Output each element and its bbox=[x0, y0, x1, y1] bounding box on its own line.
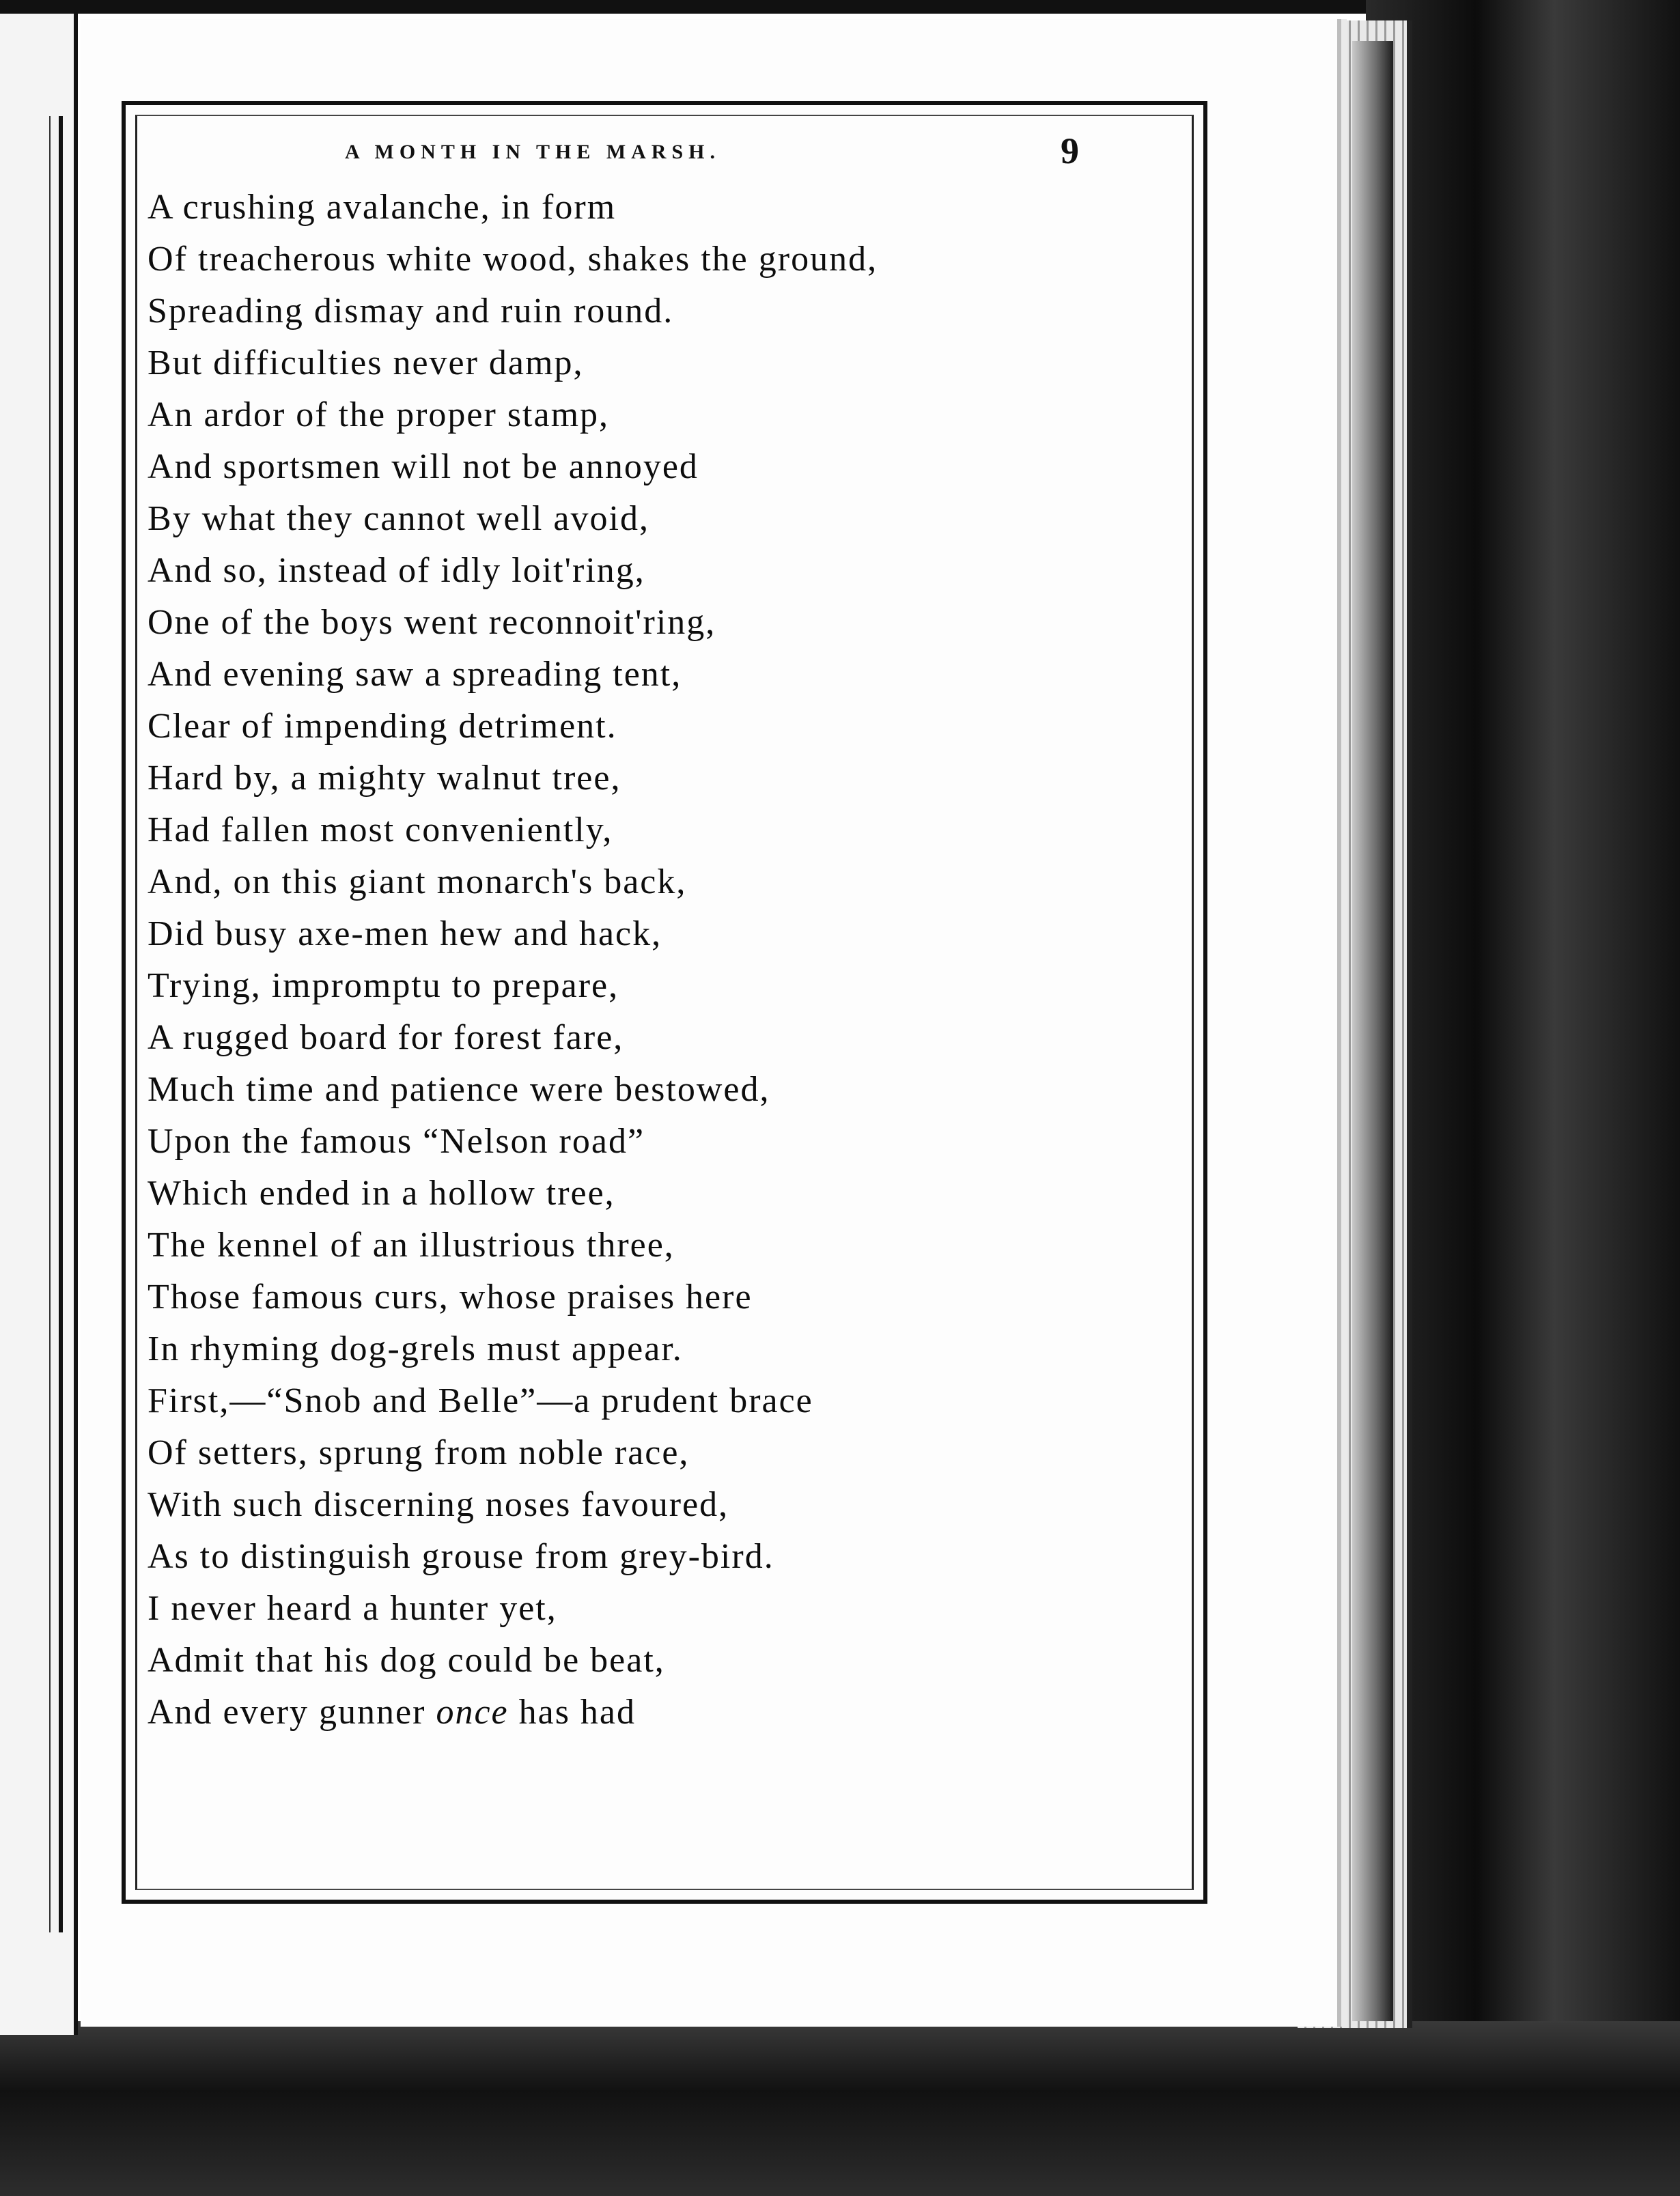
verse-line-text: A rugged board for forest fare, bbox=[148, 1018, 624, 1057]
verse-line-text: The kennel of an illustrious three, bbox=[148, 1226, 675, 1265]
verse-line-text: In rhyming dog-grels must appear. bbox=[148, 1329, 683, 1368]
verse-line bbox=[148, 1168, 1117, 1220]
verse-line bbox=[148, 389, 1117, 441]
verse-line-text: Which ended in a hollow tree, bbox=[148, 1174, 615, 1213]
verse-line bbox=[148, 804, 1117, 856]
verse-line bbox=[148, 960, 1117, 1012]
verse-line bbox=[148, 856, 1117, 908]
verse-line-text: As to distinguish grouse from grey-bird. bbox=[148, 1537, 774, 1576]
verse-line bbox=[148, 649, 1117, 701]
verse-line bbox=[148, 1687, 1117, 1738]
verse-line-text: Did busy axe-men hew and hack, bbox=[148, 914, 662, 953]
verse-line-text: I never heard a hunter yet, bbox=[148, 1589, 557, 1628]
verse-line-text: Clear of impending detriment. bbox=[148, 707, 617, 746]
verse-line bbox=[148, 337, 1117, 389]
verse-line bbox=[148, 182, 1117, 234]
verse-line bbox=[148, 1427, 1117, 1479]
verse-line-text: And so, instead of idly loit'ring, bbox=[148, 551, 645, 590]
verse-line bbox=[148, 1323, 1117, 1375]
verse-line-text: First,—“Snob and Belle”—a prudent brace bbox=[148, 1381, 813, 1420]
verse-line bbox=[148, 234, 1117, 285]
page-number: 9 bbox=[1061, 130, 1079, 171]
verse-line-text: A crushing avalanche, in form bbox=[148, 188, 617, 227]
verse-line bbox=[148, 1583, 1117, 1635]
verse-line bbox=[148, 545, 1117, 597]
verse-line bbox=[148, 1271, 1117, 1323]
verse-line bbox=[148, 908, 1117, 960]
verse-line bbox=[148, 441, 1117, 493]
verse-line-text: Those famous curs, whose praises here bbox=[148, 1278, 753, 1317]
verse-line bbox=[148, 1635, 1117, 1687]
verse-line-text: Upon the famous “Nelson road” bbox=[148, 1122, 645, 1161]
verse-line bbox=[148, 493, 1117, 545]
verse-line bbox=[148, 1220, 1117, 1271]
previous-page-border-inner bbox=[49, 116, 51, 1932]
running-head bbox=[82, 123, 1086, 184]
verse-line-text: An ardor of the proper stamp, bbox=[148, 395, 610, 434]
verse-line-text: And evening saw a spreading tent, bbox=[148, 655, 682, 694]
verse-line-text: One of the boys went reconnoit'ring, bbox=[148, 603, 716, 642]
verse-line bbox=[148, 1064, 1117, 1116]
verse-line-text: Of setters, sprung from noble race, bbox=[148, 1433, 690, 1472]
poem-text bbox=[148, 182, 1117, 1738]
verse-line bbox=[148, 1479, 1117, 1531]
running-title: A MONTH IN THE MARSH. bbox=[345, 141, 720, 163]
verse-line-text: And sportsmen will not be annoyed bbox=[148, 447, 699, 486]
verse-line-tail: has had bbox=[508, 1693, 636, 1732]
verse-line-text: Of treacherous white wood, shakes the ground, bbox=[148, 240, 878, 279]
verse-line-text: By what they cannot well avoid, bbox=[148, 499, 649, 538]
verse-line-text: Admit that his dog could be beat, bbox=[148, 1641, 665, 1680]
verse-line-text: Trying, impromptu to prepare, bbox=[148, 966, 619, 1005]
verse-line bbox=[148, 1531, 1117, 1583]
verse-line bbox=[148, 285, 1117, 337]
verse-line bbox=[148, 1116, 1117, 1168]
verse-line-text: But difficulties never damp, bbox=[148, 343, 584, 382]
verse-line bbox=[148, 597, 1117, 649]
verse-italic-word: once bbox=[436, 1693, 509, 1732]
verse-line bbox=[148, 752, 1117, 804]
verse-line-text: Hard by, a mighty walnut tree, bbox=[148, 759, 621, 798]
previous-page-border bbox=[59, 116, 63, 1932]
verse-line-text: Had fallen most conveniently, bbox=[148, 811, 613, 849]
verse-line-text: Spreading dismay and ruin round. bbox=[148, 292, 674, 330]
binding-shadow bbox=[1352, 41, 1393, 2021]
verse-line bbox=[148, 1375, 1117, 1427]
verse-line-text: With such discerning noses favoured, bbox=[148, 1485, 729, 1524]
verse-line bbox=[148, 1012, 1117, 1064]
verse-line-text: Much time and patience were bestowed, bbox=[148, 1070, 770, 1109]
scanner-background-right bbox=[1366, 0, 1680, 2196]
scanner-background-bottom bbox=[0, 2021, 1680, 2196]
verse-line bbox=[148, 701, 1117, 752]
verse-line-text: And, on this giant monarch's back, bbox=[148, 862, 687, 901]
previous-page-sliver bbox=[0, 14, 78, 2035]
verse-line-text: And every gunner bbox=[148, 1693, 426, 1732]
